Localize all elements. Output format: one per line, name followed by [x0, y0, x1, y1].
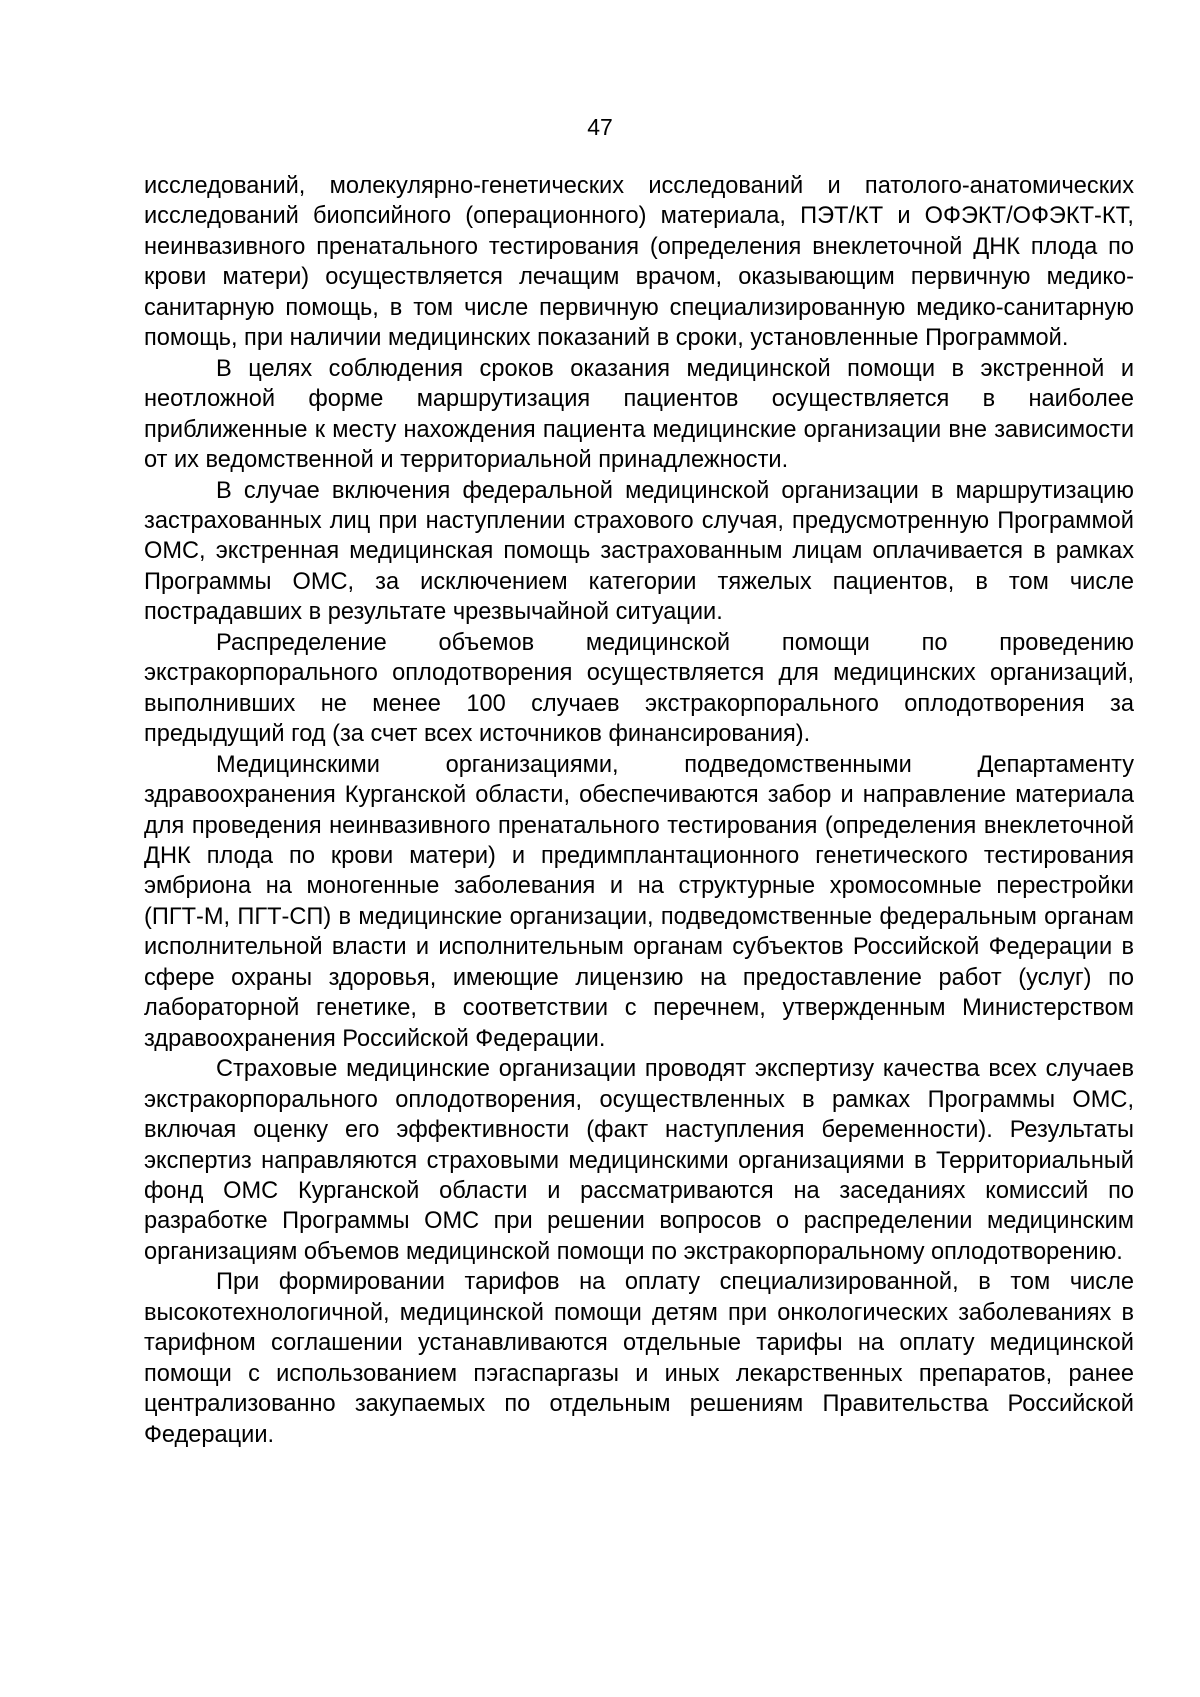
document-body: [144, 171, 1134, 1450]
paragraph-continuation: исследований, молекулярно-генетических исследований и патолого-анатомических исследований биопсийного (операционного) материала, ПЭТ/КТ и ОФЭКТ/ОФЭКТ-КТ, неинвазивного пренатального тестирования (определения внеклеточной ДНК плода по крови матери) осуществляется лечащим врачом, оказывающим первичную медико-санитарную помощь, в том числе первичную специализированную медико-санитарную помощь, при наличии медицинских показаний в сроки, установленные Программой.: [144, 173, 1134, 352]
paragraph-federal-organization: В случае включения федеральной медицинской организации в маршрутизацию застрахованных лиц при наступлении страхового случая, предусмотренную Программой ОМС, экстренная медицинская помощь застрахованным лицам оплачивается в рамках Программы ОМС, за исключением категории тяжелых пациентов, в том числе пострадавших в результате чрезвычайной ситуации.: [144, 477, 1134, 626]
paragraph-emergency-routing: В целях соблюдения сроков оказания медицинской помощи в экстренной и неотложной форме маршрутизация пациентов осуществляется в наиболее приближенные к месту нахождения пациента медицинские организации вне зависимости от их ведомственной и территориальной принадлежности.: [144, 355, 1134, 474]
paragraph-prenatal-testing: Медицинскими организациями, подведомственными Департаменту здравоохранения Курганской области, обеспечиваются забор и направление материала для проведения неинвазивного пренатального тестирования (определения внеклеточной ДНК плода по крови матери) и предимплантационного генетического тестирования эмбриона на моногенные заболевания и на структурные хромосомные перестройки (ПГТ-М, ПГТ-СП) в медицинские организации, подведомственные федеральным органам исполнительной власти и исполнительным органам субъектов Российской Федерации в сфере охраны здоровья, имеющие лицензию на предоставление работ (услуг) по лабораторной генетике, в соответствии с перечнем, утвержденным Министерством здравоохранения Российской Федерации.: [144, 751, 1134, 1052]
page-number: 47: [587, 114, 613, 140]
paragraph-tariffs: При формировании тарифов на оплату специализированной, в том числе высокотехнологичной, медицинской помощи детям при онкологических заболеваниях в тарифном соглашении устанавливаются отдельные тарифы на оплату медицинской помощи с использованием пэгаспаргазы и иных лекарственных препаратов, ранее централизованно закупаемых по отдельным решениям Правительства Российской Федерации.: [144, 1269, 1134, 1448]
paragraph-insurance-expertise: Страховые медицинские организации проводят экспертизу качества всех случаев экстракорпорального оплодотворения, осуществленных в рамках Программы ОМС, включая оценку его эффективности (факт наступления беременности). Результаты экспертиз направляются страховыми медицинскими организациями в Территориальный фонд ОМС Курганской области и рассматриваются на заседаниях комиссий по разработке Программы ОМС при решении вопросов о распределении медицинским организациям объемов медицинской помощи по экстракорпоральному оплодотворению.: [144, 1056, 1134, 1265]
paragraph-ivf-volume-distribution: Распределение объемов медицинской помощи по проведению экстракорпорального оплодотворения осуществляется для медицинских организаций, выполнивших не менее 100 случаев экстракорпорального оплодотворения за предыдущий год (за счет всех источников финансирования).: [144, 629, 1134, 748]
